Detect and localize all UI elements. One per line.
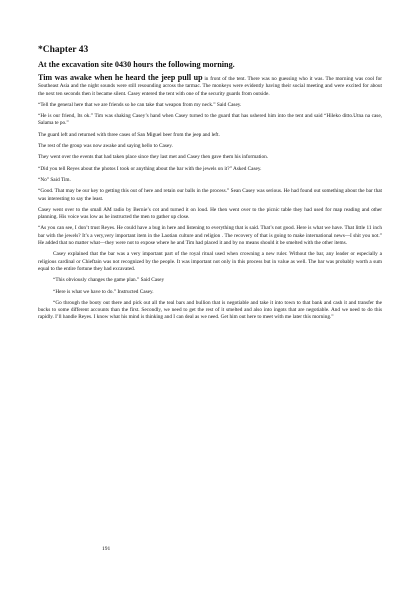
- paragraph-2: “Tell the general here that we are friends so he can take that weapon from my neck.” Said Casey.: [38, 101, 242, 108]
- paragraph-8: “No” Said Tim.: [38, 176, 71, 183]
- paragraph-12: Casey explained that the bar was a very important part of the royal ritual used when crowning a new ruler. Without the bar, any leader or especially a religious cardinal or Chieftain was not recognized by the people. It was important not only in this process but in value as well. The bar was probably worth a sum equal to the entire fortune they had excavated.: [38, 251, 382, 272]
- paragraph-13: “This obviously changes the game plan.” Said Casey: [53, 277, 165, 284]
- paragraph-1: [38, 74, 382, 98]
- page-number: 191: [102, 546, 111, 552]
- paragraph-lead: Tim was awake when he heard the jeep pull up: [38, 73, 203, 82]
- chapter-title: *Chapter 43: [38, 45, 89, 55]
- paragraph-4: The guard left and returned with three cases of San Miguel beer from the jeep and left.: [38, 131, 220, 138]
- paragraph-3: “He is our friend, Its ok.” Tim was shaking Casey’s hand when Casey turned to the guard that has ushered him into the tent and said “Hileko ditto.Utna na case, Salama te po.”: [38, 113, 382, 127]
- paragraph-10: Casey went over to the small AM radio by Bernie’s cot and turned it on loud. He then went over to the picnic table they had used for map reading and other planning. His voice was low as he instructed the men to gather up close.: [38, 206, 382, 221]
- document-page: [38, 44, 382, 326]
- paragraph-15: “Go through the booty out there and pick out all the teal bars and bullion that is negotiable and take it into town to that bank and cash it and transfer the bucks to some different accounts than the first. Secondly, we need to get the rest of it smelted and also into ingots that are negotiable. And we need to do this rapidly. I’ll handle Reyes. I know what his mind is thinking and I can deal as we need. Get him out here to meet with me later this morning.”: [38, 299, 382, 321]
- paragraph-14: “Here is what we have to do.” Instructed Casey.: [53, 288, 154, 295]
- paragraph-5: The rest of the group was now awake and saying hello to Casey.: [38, 143, 173, 150]
- section-subheading: At the excavation site 0430 hours the following morning.: [38, 60, 235, 69]
- paragraph-7: “Did you tell Reyes about the photos I took or anything about the bar with the jewels on it?” Asked Casey.: [38, 165, 262, 172]
- paragraph-text: in front of the tent. There was no guessing who it was. The morning was cool for Southeast Asia and the night sounds were still resounding across the tarmac. The monkeys were evidently having their social meeting and were excited for about the next ten seconds then it became silent. Casey entered the tent with one of the security guards from outside.: [38, 76, 382, 97]
- paragraph-9: “Good. That may be our key to getting this out of here and retain our balls in the process.” Sean Casey was serious. He had found out something about the bar that was interesting to say the least.: [38, 188, 382, 202]
- paragraph-11: “As you can see, I don’t trust Reyes. He could have a bug in here and listening to everything that is said. That’s not good. Here is what we have. That little 11 inch bar with the jewels? It’s a very,very important item in the Laotian culture and religion . The recovery of that is going to make international news—I shit you not.” He added that no matter what—they were not to expose where he and Tim had placed it and by no means should it be smelted with the other items.: [38, 225, 382, 247]
- paragraph-6: They went over the events that had taken place since they last met and Casey then gave them his information.: [38, 154, 269, 161]
